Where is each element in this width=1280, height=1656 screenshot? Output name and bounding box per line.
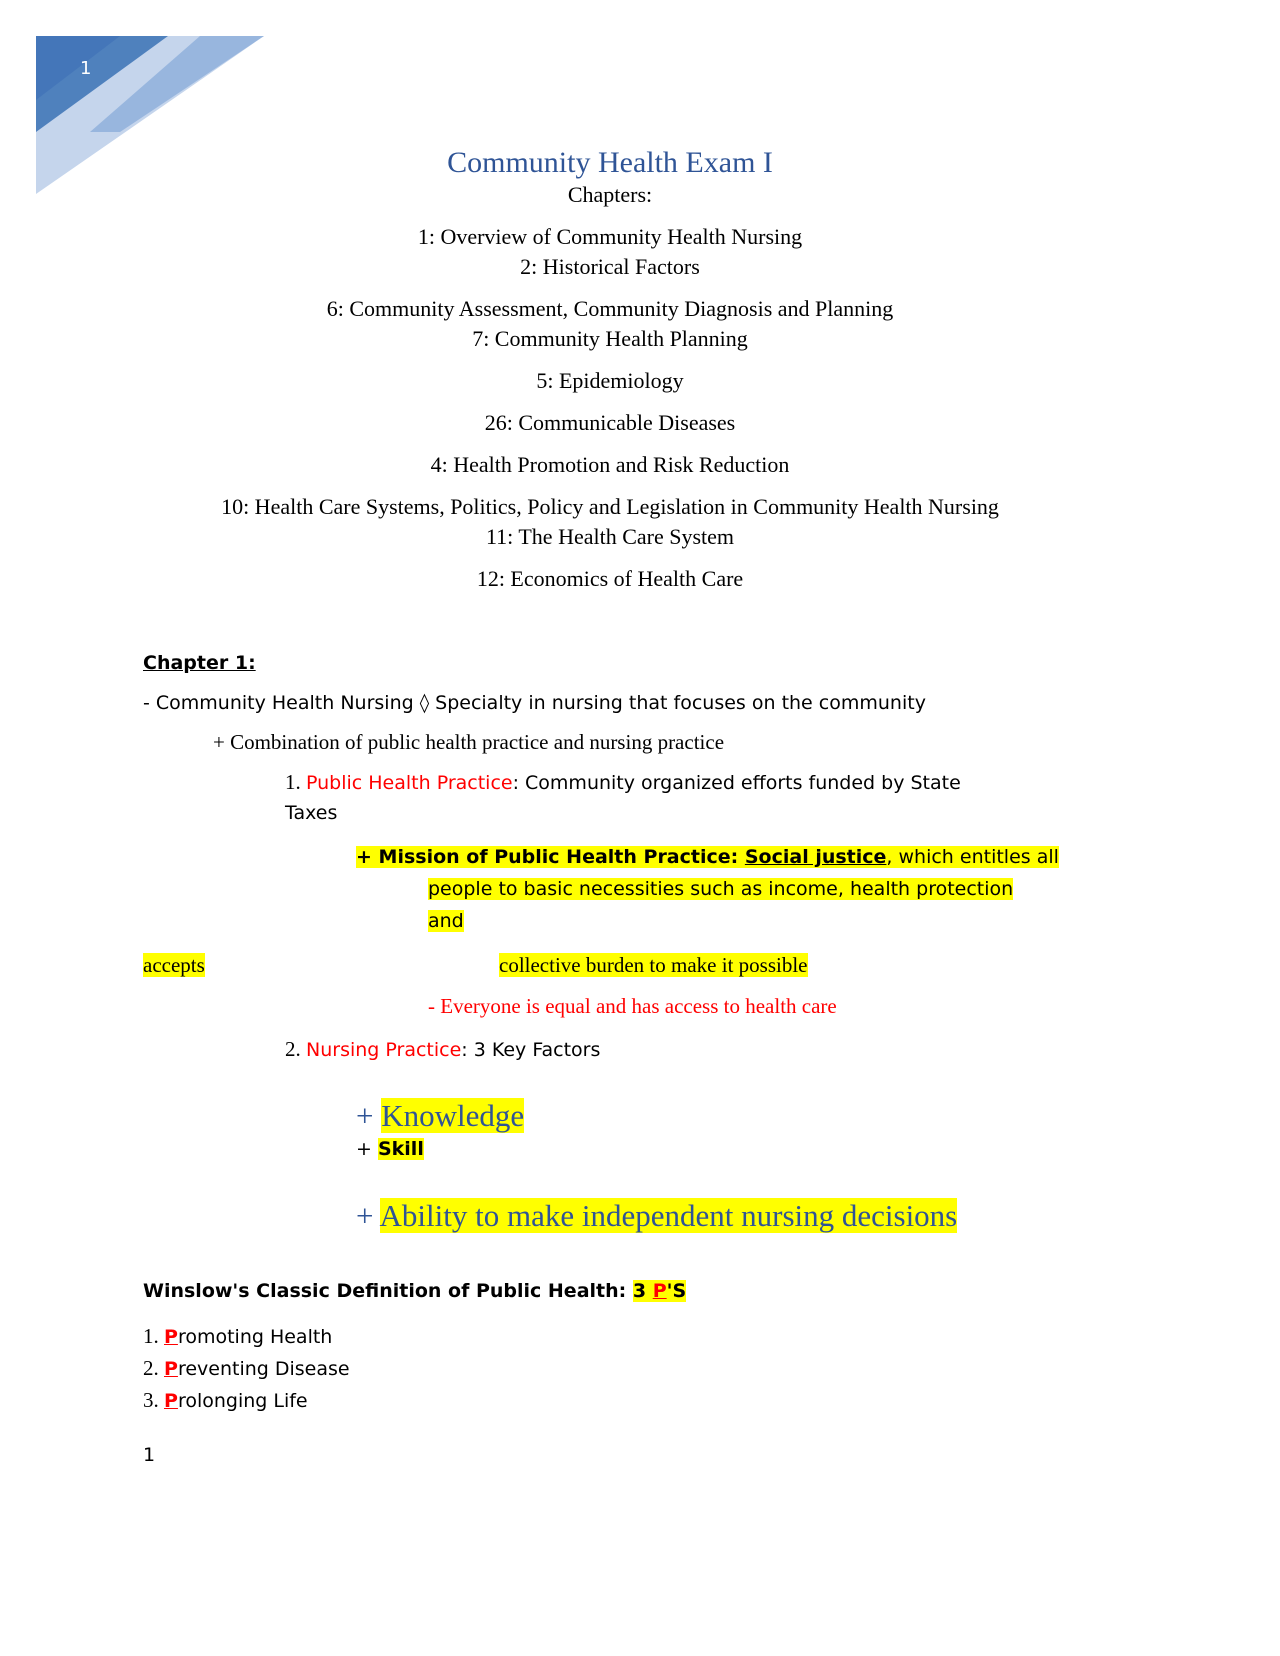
mission-note: - Everyone is equal and has access to health care	[428, 994, 837, 1018]
chapter-list-item: 7: Community Health Planning	[472, 326, 748, 351]
mission-line: and	[428, 910, 464, 932]
footer-page-number: 1	[143, 1444, 156, 1466]
public-health-practice-continued: Taxes	[285, 802, 338, 824]
chapter1-definition: - Community Health Nursing ◊ Specialty in nursing that focuses on the community	[143, 692, 926, 714]
chapter1-combination: + Combination of public health practice and nursing practice	[213, 730, 725, 754]
chapter-list-item: 2: Historical Factors	[520, 254, 700, 279]
chapter-list-item: 26: Communicable Diseases	[484, 410, 736, 435]
winslow-item: 1. Promoting Health	[143, 1324, 333, 1348]
chapter-list-item: 12: Economics of Health Care	[476, 566, 744, 591]
nursing-practice-item: 2. Nursing Practice: 3 Key Factors	[285, 1037, 601, 1061]
mission-burden: collective burden to make it possible	[499, 953, 808, 977]
chapter-list-item: 10: Health Care Systems, Politics, Policy and Legislation in Community Health Nursing	[221, 494, 999, 519]
factor-ability: + Ability to make independent nursing decisions	[356, 1198, 958, 1233]
mission-line: + Mission of Public Health Practice: Social justice, which entitles all	[356, 846, 1059, 868]
chapter-list-item: 11: The Health Care System	[485, 524, 735, 549]
factor-skill: + Skill	[356, 1138, 424, 1160]
chapter-list-item: 1: Overview of Community Health Nursing	[417, 224, 803, 249]
factor-knowledge: + Knowledge	[356, 1098, 525, 1133]
header-page-number: 1	[80, 58, 92, 79]
chapter1-heading: Chapter 1:	[143, 652, 256, 674]
public-health-practice-item: 1. Public Health Practice: Community organized efforts funded by State	[285, 770, 961, 794]
mission-accepts: accepts	[143, 953, 205, 977]
winslow-item: 2. Preventing Disease	[143, 1356, 350, 1380]
winslow-heading: Winslow's Classic Definition of Public Health: 3 P'S	[143, 1280, 687, 1302]
mission-line: people to basic necessities such as income, health protection	[428, 878, 1014, 900]
chapters-label: Chapters:	[567, 182, 653, 207]
chapter-list-item: 6: Community Assessment, Community Diagnosis and Planning	[326, 296, 894, 321]
chapter-list-item: 4: Health Promotion and Risk Reduction	[430, 452, 790, 477]
document-title: Community Health Exam I	[447, 146, 773, 179]
chapter-list-item: 5: Epidemiology	[536, 368, 684, 393]
winslow-item: 3. Prolonging Life	[143, 1388, 308, 1412]
